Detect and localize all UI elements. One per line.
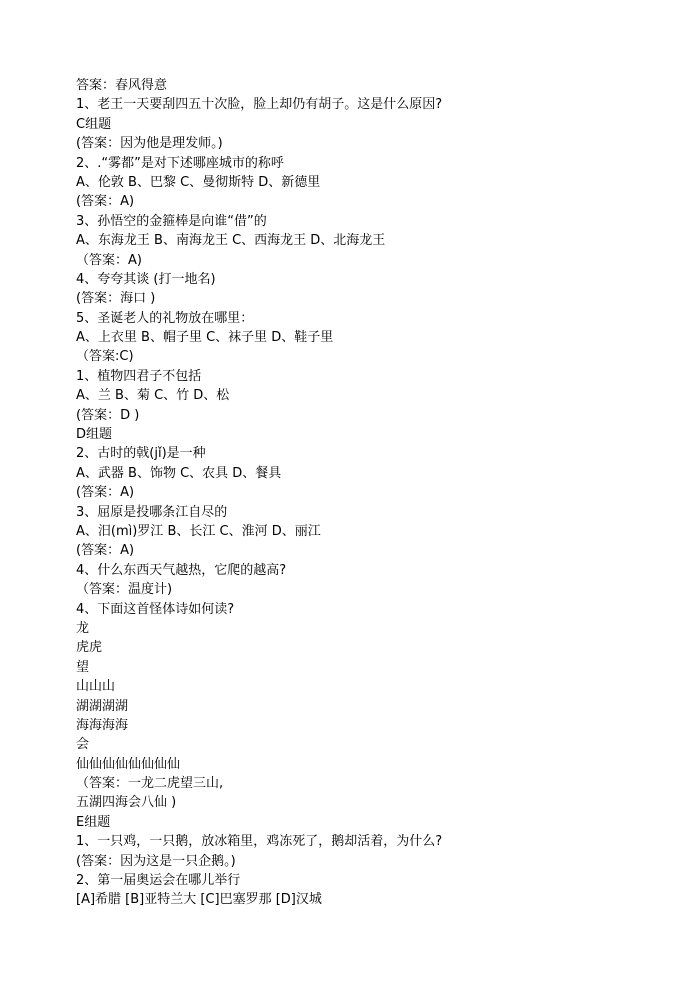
question-line: 4、下面这首怪体诗如何读? [76, 601, 235, 617]
answer-line: (答案：A) [76, 543, 135, 559]
poem-line: 仙仙仙仙仙仙仙仙 [76, 756, 181, 772]
poem-line: 海海海海 [76, 717, 129, 733]
answer-line: （答案:C) [76, 349, 134, 365]
options-line: A、东海龙王 B、南海龙王 C、西海龙王 D、北海龙王 [76, 233, 386, 249]
poem-line: 山山山 [76, 679, 116, 695]
question-line: 1、老王一天要刮四五十次脸，脸上却仍有胡子。这是什么原因? [76, 97, 443, 113]
question-line: 4、什么东西天气越热，它爬的越高? [76, 562, 287, 578]
answer-line: (答案：A) [76, 485, 135, 501]
poem-line: 虎虎 [76, 640, 103, 656]
poem-line: 湖湖湖湖 [76, 698, 129, 714]
options-line: A、兰 B、菊 C、竹 D、松 [76, 388, 230, 404]
document-body [76, 76, 666, 910]
group-heading: C组题 [76, 116, 112, 132]
answer-line: (答案：A) [76, 194, 135, 210]
group-heading: D组题 [76, 427, 113, 443]
answer-line: (答案：因为这是一只企鹅。) [76, 853, 236, 869]
answer-line: (答案：因为他是理发师。) [76, 136, 223, 152]
answer-line: (答案：D ) [76, 407, 140, 423]
question-line: 3、孙悟空的金箍棒是向谁“借”的 [76, 213, 267, 229]
options-line: A、伦敦 B、巴黎 C、曼彻斯特 D、新德里 [76, 174, 321, 190]
options-line: A、上衣里 B、帽子里 C、袜子里 D、鞋子里 [76, 330, 334, 346]
answer-line: （答案：A) [76, 252, 142, 268]
question-line: 2、第一届奥运会在哪儿举行 [76, 873, 241, 889]
options-line: A、汨(mì)罗江 B、长江 C、淮河 D、丽江 [76, 523, 321, 539]
question-line: 5、圣诞老人的礼物放在哪里： [76, 310, 254, 326]
poem-line: 龙 [76, 620, 90, 636]
question-line: 3、屈原是投哪条江自尽的 [76, 504, 228, 520]
options-line: A、武器 B、饰物 C、农具 D、餐具 [76, 465, 282, 481]
question-line: 2、古时的戟(jǐ)是一种 [76, 446, 206, 462]
question-line: 1、植物四君子不包括 [76, 368, 202, 384]
options-line: [A]希腊 [B]亚特兰大 [C]巴塞罗那 [D]汉城 [76, 892, 322, 908]
question-line: 1、一只鸡，一只鹅，放冰箱里，鸡冻死了，鹅却活着，为什么? [76, 834, 443, 850]
answer-line: （答案：温度计) [76, 582, 173, 598]
question-line: 2、.“雾都”是对下述哪座城市的称呼 [76, 155, 284, 171]
answer-line: (答案：海口 ) [76, 291, 156, 307]
answer-line: （答案：一龙二虎望三山, [76, 776, 224, 792]
question-line: 4、夸夸其谈 (打一地名) [76, 271, 216, 287]
poem-line: 望 [76, 659, 90, 675]
poem-line: 会 [76, 737, 90, 753]
answer-line: 答案：春风得意 [76, 78, 168, 93]
group-heading: E组题 [76, 814, 111, 830]
answer-line: 五湖四海会八仙 ) [76, 795, 177, 811]
